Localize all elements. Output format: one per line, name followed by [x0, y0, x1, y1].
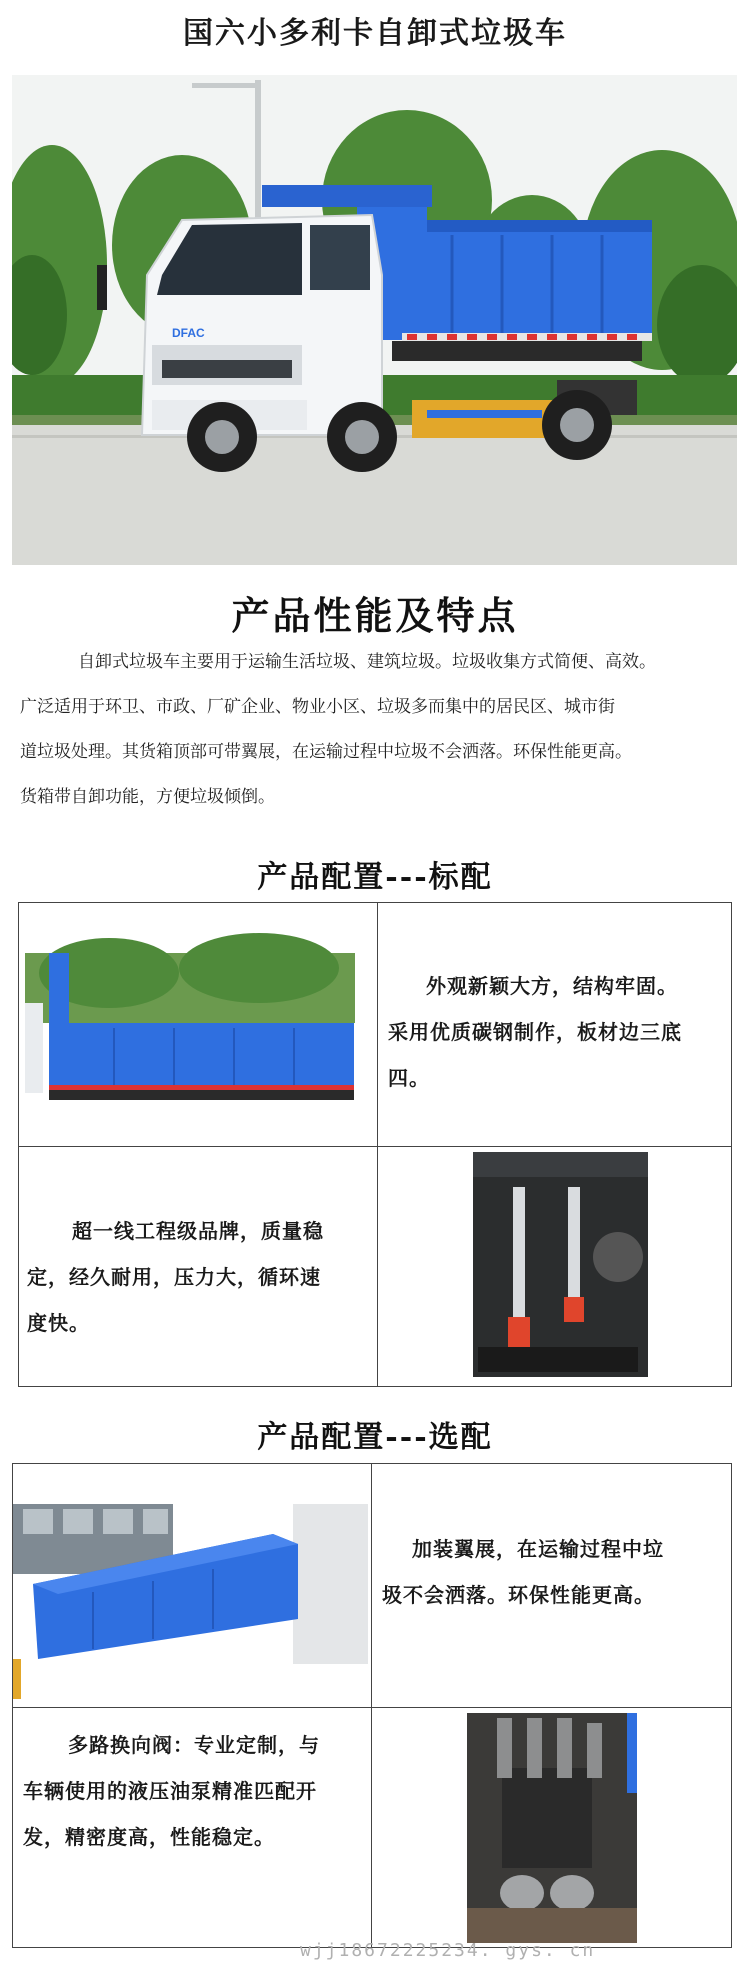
text-line: 多路换向阀：专业定制，与: [68, 1733, 320, 1757]
text-line: 超一线工程级品牌，质量稳: [72, 1219, 324, 1243]
standard-row1-text: [378, 963, 728, 1101]
hero-truck-photo: [12, 75, 737, 565]
text-line: 发，精密度高，性能稳定。: [23, 1825, 275, 1849]
multi-way-valve-illustration: [372, 1708, 732, 1948]
optional-row2-text: [13, 1722, 365, 1860]
watermark: wjj18672225234. gys. cn: [300, 1940, 596, 1961]
performance-line: 自卸式垃圾车主要用于运输生活垃圾、建筑垃圾。垃圾收集方式简便、高效。: [78, 652, 656, 672]
standard-config-heading: 产品配置---标配: [257, 860, 493, 895]
dump-body-image: [19, 903, 377, 1146]
text-line: 定，经久耐用，压力大，循环速: [27, 1265, 321, 1289]
performance-heading: 产品性能及特点: [231, 593, 519, 638]
wing-top-box-image: [13, 1464, 371, 1707]
text-line: 外观新颖大方，结构牢固。: [426, 974, 678, 998]
optional-row1-text: [372, 1526, 727, 1618]
text-line: 采用优质碳钢制作，板材边三底: [388, 1020, 682, 1044]
page-title: 国六小多利卡自卸式垃圾车: [183, 16, 567, 51]
hydraulic-cylinder-image: [378, 1147, 733, 1387]
text-line: 四。: [388, 1066, 430, 1090]
dump-body-illustration: [19, 903, 377, 1146]
text-line: 度快。: [27, 1311, 90, 1335]
text-line: 车辆使用的液压油泵精准匹配开: [23, 1779, 317, 1803]
standard-row2-text: [19, 1208, 371, 1346]
performance-line: 广泛适用于环卫、市政、厂矿企业、物业小区、垃圾多而集中的居民区、城市街: [20, 697, 615, 717]
cab-badge: DFAC: [172, 326, 205, 340]
performance-line: 货箱带自卸功能，方便垃圾倾倒。: [20, 787, 275, 807]
text-line: 圾不会洒落。环保性能更高。: [382, 1583, 655, 1607]
performance-line: 道垃圾处理。其货箱顶部可带翼展，在运输过程中垃圾不会洒落。环保性能更高。: [20, 742, 632, 762]
hydraulic-cylinder-illustration: [378, 1147, 733, 1387]
performance-description: [20, 640, 732, 820]
text-line: 加装翼展，在运输过程中垃: [412, 1537, 664, 1561]
truck-illustration: [12, 75, 737, 565]
multi-way-valve-image: [372, 1708, 732, 1948]
standard-config-table: [18, 902, 732, 1387]
optional-config-heading: 产品配置---选配: [257, 1420, 493, 1455]
optional-config-table: [12, 1463, 732, 1948]
wing-top-box-illustration: [13, 1464, 371, 1707]
